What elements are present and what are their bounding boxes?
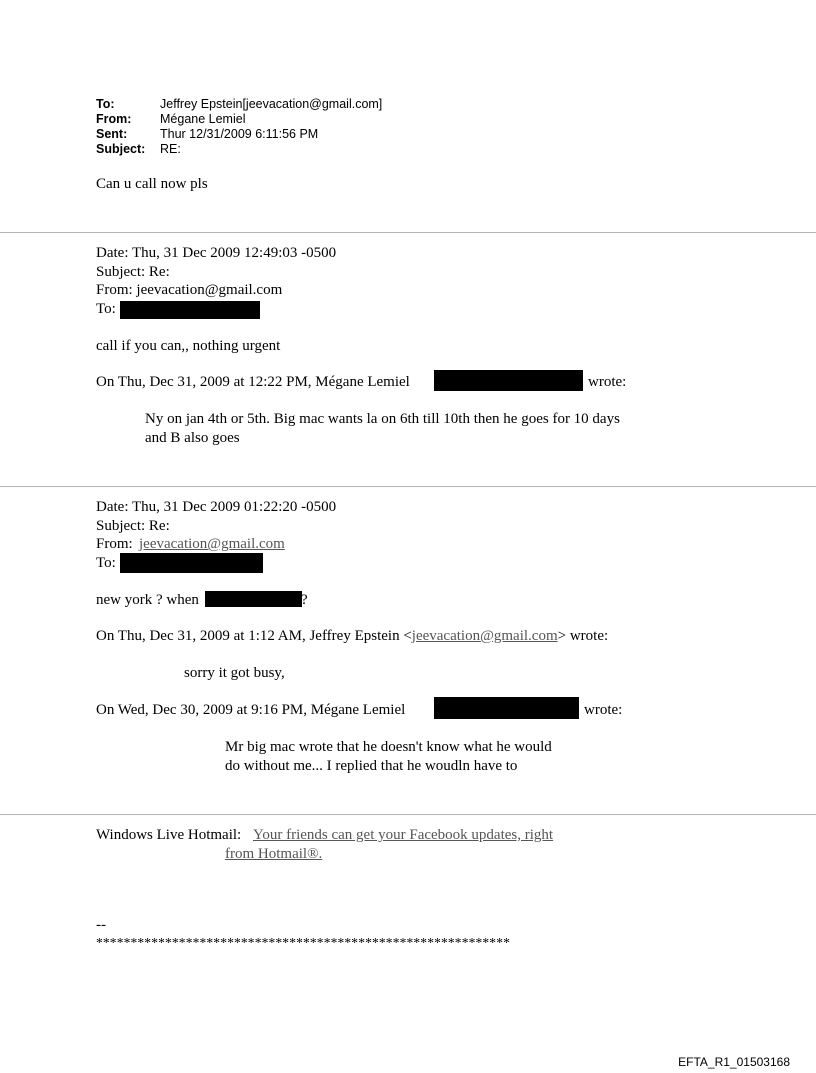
message-2-text: new york ? when xyxy=(96,592,199,608)
to-label: To: xyxy=(96,97,115,111)
message-1-quote-line: Ny on jan 4th or 5th. Big mac wants la on 6th till 10th then he goes for 10 days xyxy=(145,411,620,427)
message-1-quote-intro: On Thu, Dec 31, 2009 at 12:22 PM, Mégane Lemiel xyxy=(96,374,410,390)
from-label: From: xyxy=(96,112,132,126)
message-1-from: From: jeevacation@gmail.com xyxy=(96,282,283,298)
divider xyxy=(0,814,816,815)
from-value: Mégane Lemiel xyxy=(160,112,246,126)
divider xyxy=(0,232,816,233)
signature-stars: ************************************************************ xyxy=(96,935,510,950)
message-2-quote-2-intro: On Wed, Dec 30, 2009 at 9:16 PM, Mégane Lemiel xyxy=(96,702,406,718)
message-2-text-suffix: ? xyxy=(301,592,308,608)
redaction-box xyxy=(205,591,302,607)
message-2-subject: Subject: Re: xyxy=(96,518,170,534)
message-2-quote-2-line: do without me... I replied that he woudln have to xyxy=(225,758,518,774)
redaction-box xyxy=(434,370,583,391)
quote-1-suffix: > wrote: xyxy=(557,628,609,644)
message-1-date: Date: Thu, 31 Dec 2009 12:49:03 -0500 xyxy=(96,245,337,261)
sent-label: Sent: xyxy=(96,127,128,141)
quote-1-email-link[interactable]: jeevacation@gmail.com xyxy=(411,628,558,644)
message-1-subject: Subject: Re: xyxy=(96,264,170,280)
message-2-date: Date: Thu, 31 Dec 2009 01:22:20 -0500 xyxy=(96,499,337,515)
message-1-quote-line: and B also goes xyxy=(145,430,240,446)
body-text: Can u call now pls xyxy=(96,176,208,192)
message-2-quote-2-suffix: wrote: xyxy=(584,702,623,718)
message-1-text: call if you can,, nothing urgent xyxy=(96,338,281,354)
message-2-quote-2-line: Mr big mac wrote that he doesn't know what he would xyxy=(225,739,552,755)
message-2-quote-1-intro xyxy=(96,627,608,645)
hotmail-label: Windows Live Hotmail: xyxy=(96,827,242,843)
subject-label: Subject: xyxy=(96,142,146,156)
signature-dashes: -- xyxy=(96,917,106,933)
hotmail-link-line-1[interactable]: Your friends can get your Facebook updates, right xyxy=(253,827,554,843)
message-2-to-label: To: xyxy=(96,555,116,571)
document-id: EFTA_R1_01503168 xyxy=(678,1055,790,1069)
subject-value: RE: xyxy=(160,142,181,156)
message-2-quote-1-text: sorry it got busy, xyxy=(184,665,285,681)
divider xyxy=(0,486,816,487)
message-1-to-label: To: xyxy=(96,301,116,317)
redaction-box xyxy=(120,301,260,319)
redaction-box xyxy=(434,697,579,719)
to-value: Jeffrey Epstein[jeevacation@gmail.com] xyxy=(160,97,383,111)
redaction-box xyxy=(120,553,263,573)
message-1-quote-intro-suffix: wrote: xyxy=(588,374,627,390)
hotmail-link-line-2[interactable]: from Hotmail®. xyxy=(225,846,323,862)
message-2-from-label: From: xyxy=(96,536,133,552)
message-2-from-link[interactable]: jeevacation@gmail.com xyxy=(139,536,285,552)
sent-value: Thur 12/31/2009 6:11:56 PM xyxy=(160,127,319,141)
quote-1-prefix: On Thu, Dec 31, 2009 at 1:12 AM, Jeffrey Epstein < xyxy=(96,628,412,644)
